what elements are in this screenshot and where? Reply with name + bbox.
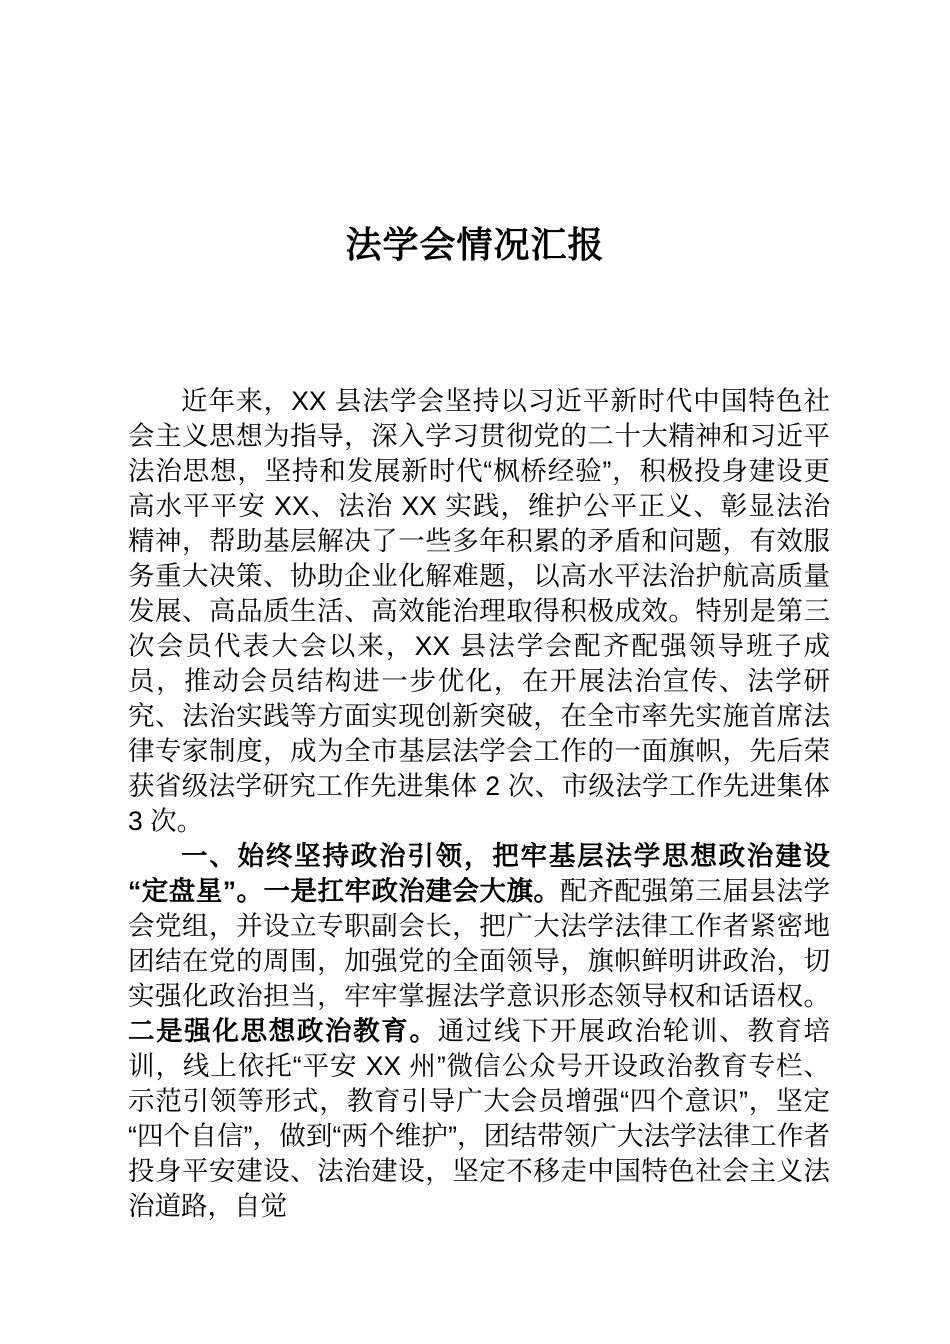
section-one-text-b: 通过线下开展政治轮训、教育培训，线上依托“平安 XX 州”微信公众号开设政治教育专栏、示范引领等形式，教育引导广大会员增强“四个意识”，坚定“四个自信”，做到“两个维护”，团结带领广大法学法律工作者投身平安建设、法治建设，坚定不移走中国特色社会主义法治道路，自觉: [128, 1016, 831, 1221]
paragraph-section-one: [128, 839, 830, 1224]
section-subheading-two: 二是强化思想政治教育。: [128, 1016, 438, 1046]
section-heading-one: 一、始终坚持政治引领，把牢基层法学思想政治建设“定盘星”。一是扛牢政治建会大旗。: [128, 841, 830, 906]
page-title: 法学会情况汇报: [345, 224, 605, 266]
paragraph-intro: 近年来，XX 县法学会坚持以习近平新时代中国特色社会主义思想为指导，深入学习贯彻党的二十大精神和习近平法治思想，坚持和发展新时代“枫桥经验”，积极投身建设更高水平平安 XX、法治 XX 实践，维护公平正义、彰显法治精神，帮助基层解决了一些多年积累的矛盾和问题，有效服务重大决策、协助企业化解难题，以高水平法治护航高质量发展、高品质生活、高效能治理取得积极成效。特别是第三次会员代表大会以来，XX 县法学会配齐配强领导班子成员，推动会员结构进一步优化，在开展法治宣传、法学研究、法治实践等方面实现创新突破，在全市率先实施首席法律专家制度，成为全市基层法学会工作的一面旗帜，先后荣获省级法学研究工作先进集体 2 次、市级法学工作先进集体 3 次。: [128, 386, 830, 836]
document-body: [128, 384, 830, 1224]
section-one-text-a: 配齐配强第三届县法学会党组，并设立专职副会长，把广大法学法律工作者紧密地团结在党的周围，加强党的全面领导，旗帜鲜明讲政治，切实强化政治担当，牢牢掌握法学意识形态领导权和话语权。: [128, 876, 830, 1011]
